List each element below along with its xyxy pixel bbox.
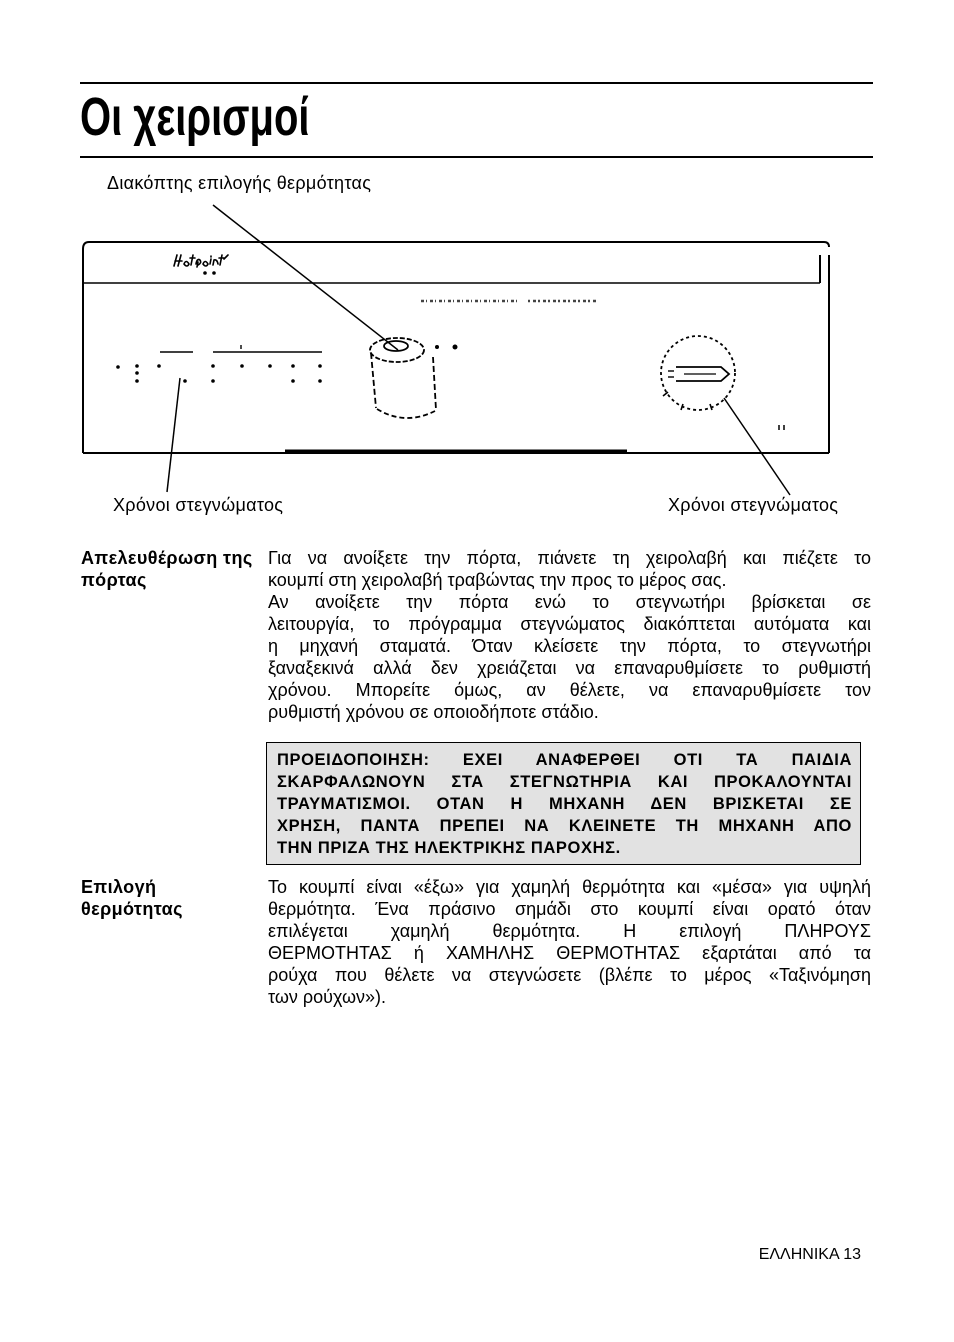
button-dot bbox=[319, 380, 322, 383]
text-line: ΘΕΡΜΟΤΗΤΑΣ ή ΧΑΜΗΛΗΣ ΘΕΡΜΟΤΗΤΑΣ εξαρτάται από τα bbox=[268, 943, 871, 963]
paragraph bbox=[268, 876, 871, 1008]
warning-box bbox=[266, 742, 861, 865]
text-line: ρυθμιστή χρόνου σε οποιοδήποτε στάδιο. bbox=[268, 702, 599, 722]
text-line: των ρούχων»). bbox=[268, 987, 387, 1007]
paragraph bbox=[268, 547, 871, 591]
paragraph bbox=[268, 591, 871, 723]
leader-drying-times-right bbox=[724, 398, 790, 495]
text-line: ξαναξεκινά αλλά δεν χρειάζεται να επαναρυθμίσετε το ρυθμιστή bbox=[268, 658, 871, 678]
button-dot bbox=[319, 365, 322, 368]
text-line: λειτουργία, το πρόγραμμα στεγνώματος διακόπτεται αυτόματα και bbox=[268, 614, 871, 634]
text-line: επιλέγεται χαμηλή θερμότητα. Η επιλογή ΠΛΗΡΟΥΣ bbox=[268, 921, 871, 941]
indicator-dots bbox=[435, 345, 458, 350]
panel-top-edge bbox=[83, 242, 829, 249]
door-release-text bbox=[268, 547, 871, 723]
button-dot bbox=[212, 365, 215, 368]
door-release-heading bbox=[81, 547, 263, 591]
warning-line: ΧΡΗΣΗ, ΠΑΝΤΑ ΠΡΕΠΕΙ ΝΑ ΚΛΕΙΝΕΤΕ ΤΗ ΜΗΧΑΝΗ ΑΠΟ bbox=[277, 817, 852, 835]
button-dot bbox=[136, 380, 139, 383]
leader-heat-selector bbox=[213, 205, 398, 350]
button-dot bbox=[184, 380, 187, 383]
button-dot bbox=[136, 365, 139, 368]
button-dot bbox=[241, 365, 244, 368]
drying-times-label-right: Χρόνοι στεγνώματος bbox=[668, 495, 839, 515]
text-line: κουμπί στη χειρολαβή τραβώντας την προς το μέρος σας. bbox=[268, 570, 727, 590]
control-panel-diagram bbox=[0, 0, 954, 520]
button-dot bbox=[292, 380, 295, 383]
page-title: Οι χειρισμοί bbox=[80, 87, 310, 147]
text-line: χρόνου. Μπορείτε όμως, αν θέλετε, να επαναρυθμίσετε τον bbox=[268, 680, 871, 700]
warning-line: ΤΡΑΥΜΑΤΙΣΜΟΙ. ΟΤΑΝ Η ΜΗΧΑΝΗ ΔΕΝ ΒΡΙΣΚΕΤΑΙ ΣΕ bbox=[277, 795, 852, 813]
text-line: ρούχα που θέλετε να στεγνώσετε (βλέπε το μέρος «Ταξινόμηση bbox=[268, 965, 871, 985]
timer-scale-tick bbox=[710, 404, 712, 410]
heading-line: πόρτας bbox=[81, 570, 147, 590]
indicator-dot bbox=[453, 345, 458, 350]
text-line: θερμότητα. Ένα πράσινο σημάδι στο κουμπί είναι ορατό όταν bbox=[268, 899, 871, 919]
heat-selection-heading bbox=[81, 876, 263, 920]
indicator-dot bbox=[435, 345, 439, 349]
button-dot bbox=[212, 380, 215, 383]
text-line: Για να ανοίξετε την πόρτα, πιάνετε τη χειρολαβή και πιέζετε το bbox=[268, 548, 871, 568]
leader-drying-times-left bbox=[167, 378, 180, 492]
warning-line: ΠΡΟΕΙΔΟΠΟΙΗΣΗ: ΕΧΕΙ ΑΝΑΦΕΡΘΕΙ ΟΤΙ ΤΑ ΠΑΙΔΙΑ bbox=[277, 751, 852, 769]
text-line: Αν ανοίξετε την πόρτα ενώ το στεγνωτήρι βρίσκεται σε bbox=[268, 592, 871, 612]
button-dot bbox=[158, 365, 161, 368]
warning-line: ΤΗΝ ΠΡΙΖΑ ΤΗΣ ΗΛΕΚΤΡΙΚΗΣ ΠΑΡΟΧΗΣ. bbox=[277, 839, 621, 857]
heat-selector-knob-icon bbox=[370, 338, 436, 418]
heading-line: Απελευθέρωση της bbox=[81, 548, 253, 568]
button-dot bbox=[136, 372, 139, 375]
drying-times-label-left: Χρόνοι στεγνώματος bbox=[113, 495, 284, 515]
heading-line: θερμότητας bbox=[81, 899, 183, 919]
logo-dot bbox=[204, 272, 206, 274]
indicator-mark bbox=[779, 425, 784, 430]
text-line: Το κουμπί είναι «έξω» για χαμηλή θερμότητα και «μέσα» για υψηλή bbox=[268, 877, 871, 897]
text-line: η μηχανή σταματά. Όταν κλείσετε την πόρτα, το στεγνωτήρι bbox=[268, 636, 871, 656]
knob-side-right bbox=[433, 357, 436, 410]
brand-logo-scribble bbox=[174, 255, 228, 267]
warning-line: ΣΚΑΡΦΑΛΩΝΟΥΝ ΣΤΑ ΣΤΕΓΝΩΤΗΡΙΑ ΚΑΙ ΠΡΟΚΑΛΟΥΝΤΑΙ bbox=[277, 773, 852, 791]
heat-selection-text bbox=[268, 876, 871, 1008]
knob-side-left bbox=[371, 353, 376, 408]
heat-selector-label: Διακόπτης επιλογής θερμότητας bbox=[107, 173, 372, 193]
timer-scale-tick bbox=[681, 404, 683, 410]
page-footer: ΕΛΛΗΝΙΚΑ 13 bbox=[758, 1246, 861, 1263]
logo-dot bbox=[213, 272, 215, 274]
button-dot bbox=[269, 365, 272, 368]
button-dot bbox=[292, 365, 295, 368]
button-dot bbox=[117, 366, 120, 369]
heading-line: Επιλογή bbox=[81, 877, 157, 897]
drying-time-buttons bbox=[117, 345, 322, 382]
brand-logo bbox=[174, 255, 228, 274]
knob-base bbox=[377, 409, 435, 418]
timer-scale-tick bbox=[663, 392, 668, 396]
